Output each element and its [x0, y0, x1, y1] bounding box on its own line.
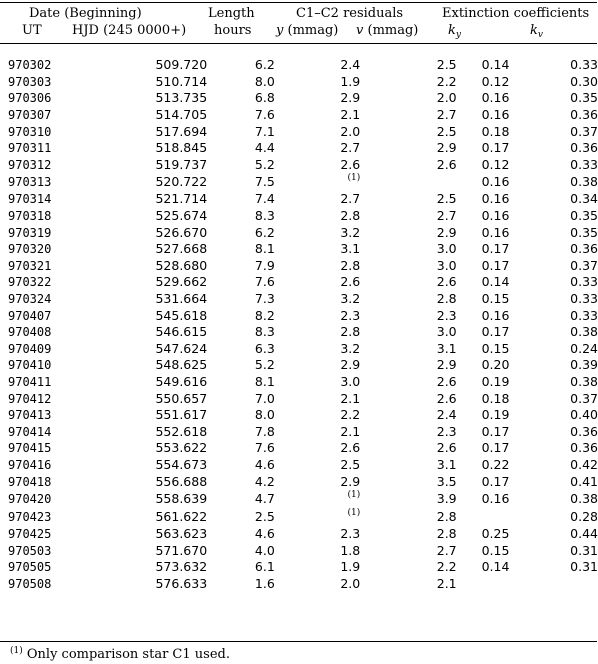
cell-kv: 0.36 — [570, 440, 598, 456]
cell-v: 3.0 — [436, 257, 457, 273]
cell-len: 6.2 — [254, 224, 275, 240]
cell-len: 8.3 — [254, 208, 275, 224]
cell-y: 1.8 — [340, 542, 361, 558]
cell-v: 3.0 — [436, 324, 457, 340]
table-row — [0, 423, 598, 440]
cell-kv: 0.38 — [570, 174, 598, 190]
cell-kv: 0.33 — [570, 156, 598, 172]
cell-len: 6.2 — [254, 57, 275, 73]
cell-ky: 0.15 — [481, 340, 510, 356]
cell-len: 6.1 — [254, 559, 275, 575]
footnote-ref: (1) — [347, 489, 361, 500]
cell-ky: 0.16 — [481, 174, 510, 190]
cell-ut: 970416 — [8, 457, 52, 472]
cell-ky: 0.14 — [481, 57, 510, 73]
cell-hjd: 513.735 — [155, 90, 208, 106]
table-row — [0, 241, 598, 258]
cell-kv: 0.36 — [570, 140, 598, 156]
cell-hjd: 548.625 — [155, 357, 208, 373]
cell-ky: 0.14 — [481, 559, 510, 575]
cell-y: 1.9 — [340, 559, 361, 575]
table-row — [0, 140, 598, 157]
cell-ut: 970407 — [8, 308, 52, 323]
cell-ky: 0.16 — [481, 224, 510, 240]
cell-len: 1.6 — [254, 575, 275, 591]
cell-y: 2.6 — [340, 274, 361, 290]
cell-kv: 0.33 — [570, 307, 598, 323]
cell-kv: 0.33 — [570, 57, 598, 73]
cell-len: 7.9 — [254, 257, 275, 273]
cell-ky: 0.17 — [481, 473, 510, 489]
cell-v: 2.6 — [436, 156, 457, 172]
table-row — [0, 357, 598, 374]
table-row — [0, 224, 598, 241]
cell-y: 3.2 — [340, 340, 361, 356]
cell-hjd: 520.722 — [155, 174, 208, 190]
cell-kv: 0.35 — [570, 90, 598, 106]
cell-hjd: 531.664 — [155, 291, 208, 307]
cell-ky: 0.16 — [481, 208, 510, 224]
cell-ut: 970319 — [8, 225, 52, 240]
cell-ky: 0.18 — [481, 123, 510, 139]
cell-len: 4.7 — [254, 490, 275, 506]
cell-hjd: 529.662 — [155, 274, 208, 290]
table-row — [0, 274, 598, 291]
cell-ut: 970312 — [8, 157, 52, 172]
cell-y: 2.7 — [340, 140, 361, 156]
cell-y: 2.9 — [340, 473, 361, 489]
cell-v: 2.6 — [436, 373, 457, 389]
cell-len: 7.8 — [254, 423, 275, 439]
cell-ky: 0.16 — [481, 90, 510, 106]
footnote — [10, 647, 230, 664]
cell-y: 2.5 — [340, 456, 361, 472]
table-row — [0, 291, 598, 308]
cell-hjd: 576.633 — [155, 575, 208, 591]
cell-y — [275, 173, 360, 191]
cell-y: 2.7 — [340, 191, 361, 207]
cell-hjd: 527.668 — [155, 241, 208, 257]
cell-kv: 0.30 — [570, 73, 598, 89]
cell-y: 2.8 — [340, 324, 361, 340]
cell-ut: 970505 — [8, 560, 52, 575]
cell-kv: 0.36 — [570, 423, 598, 439]
cell-ut: 970503 — [8, 543, 52, 558]
cell-ky: 0.17 — [481, 324, 510, 340]
cell-hjd: 550.657 — [155, 390, 208, 406]
header-v-mmag: v (mmag) — [356, 23, 419, 38]
cell-hjd: 558.639 — [155, 490, 208, 506]
cell-hjd: 553.622 — [155, 440, 208, 456]
cell-ky: 0.16 — [481, 307, 510, 323]
cell-ky: 0.12 — [481, 156, 510, 172]
header-rule — [0, 43, 597, 44]
cell-len: 8.1 — [254, 241, 275, 257]
cell-hjd: 546.615 — [155, 324, 208, 340]
cell-v: 2.5 — [436, 123, 457, 139]
cell-ky: 0.17 — [481, 140, 510, 156]
cell-y: 1.9 — [340, 73, 361, 89]
cell-v: 3.9 — [436, 490, 457, 506]
cell-hjd: 556.688 — [155, 473, 208, 489]
cell-len: 5.2 — [254, 156, 275, 172]
cell-v: 2.2 — [436, 73, 457, 89]
cell-v: 2.7 — [436, 107, 457, 123]
cell-v: 2.9 — [436, 140, 457, 156]
cell-hjd: 554.673 — [155, 456, 208, 472]
cell-v: 3.5 — [436, 473, 457, 489]
cell-len: 4.6 — [254, 526, 275, 542]
table-row — [0, 440, 598, 457]
cell-v: 3.1 — [436, 340, 457, 356]
header-hjd: HJD (245 0000+) — [72, 23, 187, 38]
observation-table — [0, 57, 598, 592]
cell-v: 2.0 — [436, 90, 457, 106]
cell-hjd: 552.618 — [155, 423, 208, 439]
cell-ut: 970306 — [8, 91, 52, 106]
cell-len: 6.8 — [254, 90, 275, 106]
cell-ut: 970310 — [8, 124, 52, 139]
table-row — [0, 508, 598, 526]
cell-kv: 0.42 — [570, 456, 598, 472]
cell-len: 7.1 — [254, 123, 275, 139]
cell-v: 3.1 — [436, 456, 457, 472]
cell-len: 4.6 — [254, 456, 275, 472]
cell-v: 2.3 — [436, 423, 457, 439]
table-row — [0, 90, 598, 107]
cell-hjd: 526.670 — [155, 224, 208, 240]
table-row — [0, 407, 598, 424]
cell-ky: 0.19 — [481, 373, 510, 389]
cell-hjd: 561.622 — [155, 508, 208, 524]
cell-ky: 0.17 — [481, 257, 510, 273]
header-residuals-group: C1–C2 residuals — [296, 6, 404, 21]
cell-v: 2.8 — [436, 526, 457, 542]
cell-len: 7.5 — [254, 174, 275, 190]
cell-kv: 0.41 — [570, 473, 598, 489]
cell-y: 2.1 — [340, 107, 361, 123]
cell-ut: 970313 — [8, 175, 52, 190]
table-row — [0, 390, 598, 407]
table-row — [0, 307, 598, 324]
table-row — [0, 123, 598, 140]
table-row — [0, 324, 598, 341]
cell-hjd: 573.632 — [155, 559, 208, 575]
header-date-group: Date (Beginning) — [29, 6, 142, 21]
cell-kv: 0.40 — [570, 407, 598, 423]
cell-len: 8.0 — [254, 73, 275, 89]
cell-y: 2.9 — [340, 357, 361, 373]
cell-hjd: 509.720 — [155, 57, 208, 73]
cell-kv: 0.38 — [570, 373, 598, 389]
observation-table-body — [0, 57, 598, 592]
footnote-ref: (1) — [347, 507, 361, 518]
cell-v: 2.1 — [436, 575, 457, 591]
cell-len: 7.6 — [254, 107, 275, 123]
cell-y: 2.2 — [340, 407, 361, 423]
cell-y — [275, 508, 360, 526]
cell-y: 2.1 — [340, 423, 361, 439]
cell-ut: 970420 — [8, 491, 52, 506]
table-row — [0, 258, 598, 275]
cell-ky: 0.20 — [481, 357, 510, 373]
cell-v: 2.6 — [436, 440, 457, 456]
cell-kv: 0.34 — [570, 191, 598, 207]
cell-hjd: 571.670 — [155, 542, 208, 558]
cell-ky: 0.19 — [481, 407, 510, 423]
table-row — [0, 526, 598, 543]
cell-kv: 0.35 — [570, 224, 598, 240]
cell-kv: 0.35 — [570, 208, 598, 224]
table-row — [0, 576, 598, 593]
cell-len: 8.1 — [254, 373, 275, 389]
cell-kv: 0.24 — [570, 340, 598, 356]
cell-ut: 970508 — [8, 576, 52, 591]
cell-kv: 0.39 — [570, 357, 598, 373]
cell-y: 2.9 — [340, 90, 361, 106]
cell-hjd: 519.737 — [155, 156, 208, 172]
header-ut: UT — [22, 23, 42, 38]
cell-ut: 970303 — [8, 74, 52, 89]
cell-y: 3.0 — [340, 373, 361, 389]
cell-ut: 970412 — [8, 391, 52, 406]
cell-v — [360, 173, 456, 191]
cell-kv: 0.37 — [570, 390, 598, 406]
cell-ky: 0.17 — [481, 241, 510, 257]
cell-v: 3.0 — [436, 241, 457, 257]
top-rule — [0, 2, 597, 3]
cell-y: 2.1 — [340, 390, 361, 406]
cell-v: 2.9 — [436, 357, 457, 373]
cell-ky: 0.15 — [481, 542, 510, 558]
cell-kv: 0.38 — [570, 490, 598, 506]
cell-ky: 0.16 — [481, 191, 510, 207]
cell-ky — [457, 576, 510, 593]
header-kv: $k_v$ — [530, 23, 543, 40]
cell-len: 4.0 — [254, 542, 275, 558]
cell-v: 2.3 — [436, 307, 457, 323]
table-row — [0, 341, 598, 358]
cell-len: 7.4 — [254, 191, 275, 207]
cell-ky: 0.18 — [481, 390, 510, 406]
cell-len: 4.4 — [254, 140, 275, 156]
cell-y: 2.3 — [340, 526, 361, 542]
cell-ky: 0.12 — [481, 73, 510, 89]
cell-v: 2.5 — [436, 57, 457, 73]
cell-hjd: 528.680 — [155, 257, 208, 273]
cell-y: 3.2 — [340, 291, 361, 307]
cell-ky: 0.22 — [481, 456, 510, 472]
cell-ut: 970408 — [8, 325, 52, 340]
cell-kv: 0.37 — [570, 123, 598, 139]
cell-y: 3.1 — [340, 241, 361, 257]
table-row — [0, 473, 598, 490]
cell-len: 5.2 — [254, 357, 275, 373]
cell-kv: 0.36 — [570, 241, 598, 257]
cell-y: 2.0 — [340, 123, 361, 139]
header-ky: $k_y$ — [448, 23, 461, 40]
cell-v: 2.5 — [436, 191, 457, 207]
header-y-mmag: y (mmag) — [276, 23, 339, 38]
cell-kv: 0.37 — [570, 257, 598, 273]
cell-y: 2.6 — [340, 156, 361, 172]
cell-kv: 0.28 — [570, 508, 598, 524]
cell-y: 2.6 — [340, 440, 361, 456]
cell-kv: 0.31 — [570, 542, 598, 558]
cell-len: 8.3 — [254, 324, 275, 340]
cell-len: 7.6 — [254, 440, 275, 456]
cell-ut: 970307 — [8, 108, 52, 123]
cell-hjd: 563.623 — [155, 526, 208, 542]
cell-ut: 970314 — [8, 192, 52, 207]
cell-y: 2.8 — [340, 257, 361, 273]
footnote-marker: (1) — [10, 646, 23, 656]
cell-ut: 970415 — [8, 441, 52, 456]
cell-kv — [509, 576, 598, 593]
header-extinction-group: Extinction coefficients — [442, 6, 590, 21]
table-row — [0, 74, 598, 91]
cell-v: 2.9 — [436, 224, 457, 240]
cell-ky — [457, 508, 510, 526]
table-row — [0, 490, 598, 508]
cell-v: 2.4 — [436, 407, 457, 423]
cell-len: 2.5 — [254, 508, 275, 524]
table-row — [0, 542, 598, 559]
bottom-rule — [0, 641, 597, 642]
cell-ut: 970302 — [8, 58, 52, 73]
cell-ky: 0.17 — [481, 440, 510, 456]
cell-len: 8.2 — [254, 307, 275, 323]
cell-ut: 970322 — [8, 275, 52, 290]
cell-ut: 970321 — [8, 258, 52, 273]
cell-kv: 0.38 — [570, 324, 598, 340]
cell-kv: 0.44 — [570, 526, 598, 542]
cell-v: 2.2 — [436, 559, 457, 575]
cell-ut: 970423 — [8, 509, 52, 524]
cell-ut: 970413 — [8, 408, 52, 423]
table-row — [0, 191, 598, 208]
cell-kv: 0.33 — [570, 291, 598, 307]
cell-hjd: 521.714 — [155, 191, 208, 207]
cell-hjd: 545.618 — [155, 307, 208, 323]
cell-kv: 0.36 — [570, 107, 598, 123]
cell-len: 6.3 — [254, 340, 275, 356]
cell-len: 7.0 — [254, 390, 275, 406]
cell-v: 2.6 — [436, 274, 457, 290]
cell-ut: 970324 — [8, 292, 52, 307]
header-length: Length — [208, 6, 255, 21]
table-row — [0, 157, 598, 174]
cell-hjd: 547.624 — [155, 340, 208, 356]
cell-y: 2.8 — [340, 208, 361, 224]
cell-ut: 970425 — [8, 527, 52, 542]
cell-v: 2.6 — [436, 390, 457, 406]
table-row — [0, 208, 598, 225]
cell-len: 7.3 — [254, 291, 275, 307]
cell-hjd: 517.694 — [155, 123, 208, 139]
cell-ky: 0.15 — [481, 291, 510, 307]
cell-ky: 0.16 — [481, 107, 510, 123]
cell-y — [275, 490, 360, 508]
cell-hjd: 525.674 — [155, 208, 208, 224]
cell-v: 2.7 — [436, 542, 457, 558]
cell-len: 4.2 — [254, 473, 275, 489]
cell-kv: 0.33 — [570, 274, 598, 290]
cell-ut: 970409 — [8, 341, 52, 356]
cell-ky: 0.14 — [481, 274, 510, 290]
table-row — [0, 457, 598, 474]
cell-hjd: 510.714 — [155, 73, 208, 89]
table-row — [0, 57, 598, 74]
cell-v: 2.8 — [436, 508, 457, 524]
cell-hjd: 549.616 — [155, 373, 208, 389]
cell-hjd: 518.845 — [155, 140, 208, 156]
cell-kv: 0.31 — [570, 559, 598, 575]
cell-ky: 0.25 — [481, 526, 510, 542]
table-row — [0, 107, 598, 124]
cell-ut: 970414 — [8, 424, 52, 439]
table-row — [0, 559, 598, 576]
cell-ky: 0.17 — [481, 423, 510, 439]
cell-ut: 970411 — [8, 374, 52, 389]
cell-v: 2.8 — [436, 291, 457, 307]
cell-ut: 970320 — [8, 242, 52, 257]
cell-y: 3.2 — [340, 224, 361, 240]
cell-v: 2.7 — [436, 208, 457, 224]
cell-len: 7.6 — [254, 274, 275, 290]
cell-ut: 970418 — [8, 474, 52, 489]
footnote-text: Only comparison star C1 used. — [22, 647, 230, 662]
cell-y: 2.4 — [340, 57, 361, 73]
cell-len: 8.0 — [254, 407, 275, 423]
cell-hjd: 551.617 — [155, 407, 208, 423]
cell-ky: 0.16 — [481, 490, 510, 506]
cell-ut: 970318 — [8, 209, 52, 224]
cell-hjd: 514.705 — [155, 107, 208, 123]
cell-y: 2.3 — [340, 307, 361, 323]
header-hours: hours — [214, 23, 252, 38]
footnote-ref: (1) — [347, 173, 361, 184]
cell-ut: 970410 — [8, 358, 52, 373]
table-row — [0, 173, 598, 191]
cell-y: 2.0 — [340, 575, 361, 591]
cell-ut: 970311 — [8, 141, 52, 156]
table-row — [0, 374, 598, 391]
